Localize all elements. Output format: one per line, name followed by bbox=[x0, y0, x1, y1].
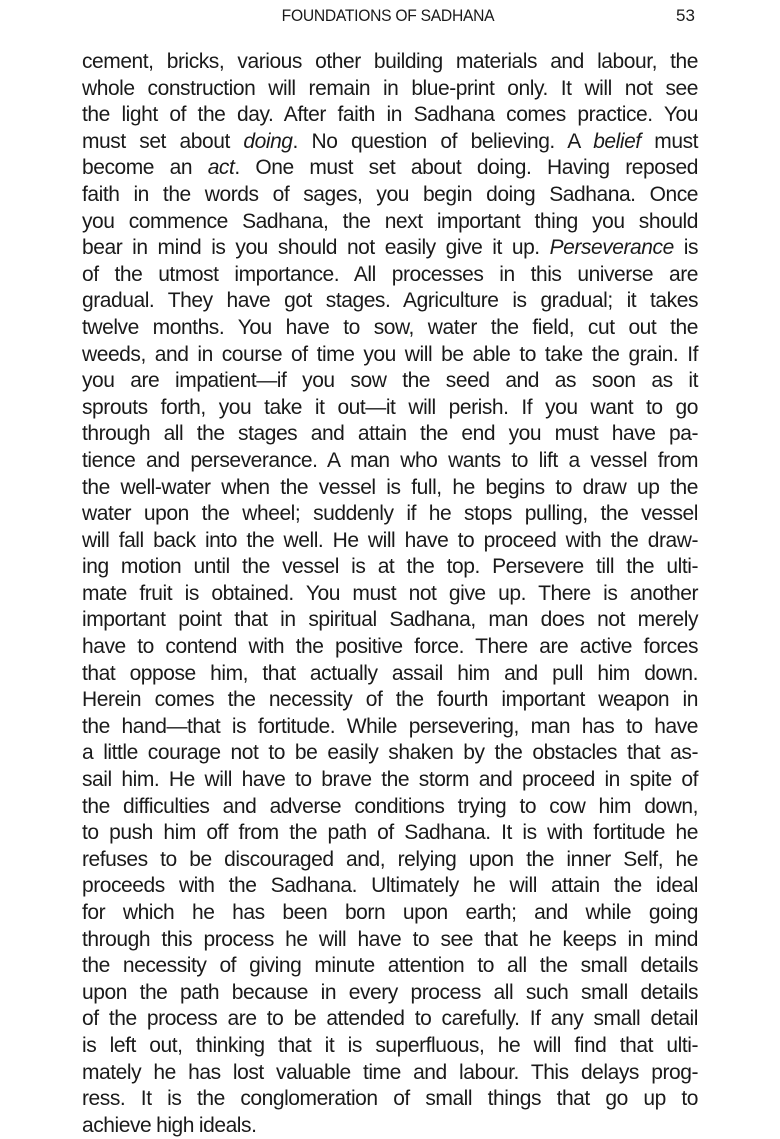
text-line bbox=[82, 155, 698, 182]
text-line: upon the path because in every process all such small details bbox=[82, 980, 698, 1004]
text-line: faith in the words of sages, you begin doing Sadhana. Once bbox=[82, 182, 698, 206]
text-line: the well-water when the vessel is full, he begins to draw up the bbox=[82, 475, 698, 499]
emphasis-doing: doing bbox=[243, 129, 293, 153]
text-line: tience and perseverance. A man who wants to lift a vessel from bbox=[82, 448, 698, 472]
text-line: you commence Sadhana, the next important thing you should bbox=[82, 209, 698, 233]
text-line: ing motion until the vessel is at the top. Persevere till the ulti- bbox=[82, 555, 698, 579]
text-line: sprouts forth, you take it out—it will perish. If you want to go bbox=[82, 395, 698, 419]
text-line: the light of the day. After faith in Sadhana comes practice. You bbox=[82, 103, 698, 127]
text-run: . One must set about doing. Having reposed bbox=[234, 156, 698, 180]
text-run: . No question of believing. A bbox=[292, 129, 594, 153]
text-line: the necessity of giving minute attention to all the small details bbox=[82, 954, 698, 978]
text-line: sail him. He will have to brave the storm and proceed in spite of bbox=[82, 768, 698, 792]
text-line: a little courage not to be easily shaken by the obstacles that as- bbox=[82, 741, 698, 765]
text-run: must bbox=[640, 129, 699, 153]
text-line: through this process he will have to see that he keeps in mind bbox=[82, 927, 698, 951]
page-number: 53 bbox=[676, 6, 695, 25]
text-line: gradual. They have got stages. Agriculture is gradual; it takes bbox=[82, 289, 698, 313]
text-line: refuses to be discouraged and, relying upon the inner Self, he bbox=[82, 847, 698, 871]
text-line-last: achieve high ideals. bbox=[82, 1113, 257, 1137]
text-run: bear in mind is you should not easily give it up. bbox=[82, 236, 550, 260]
emphasis-perseverance: Perseverance bbox=[549, 236, 674, 260]
text-line: to push him off from the path of Sadhana. It is with fortitude he bbox=[82, 821, 698, 845]
text-run: is bbox=[673, 236, 698, 260]
text-line: cement, bricks, various other building materials and labour, the bbox=[82, 50, 698, 73]
text-line: will fall back into the well. He will have to proceed with the draw- bbox=[82, 528, 698, 552]
running-title: FOUNDATIONS OF SADHANA bbox=[281, 6, 495, 25]
emphasis-act: act bbox=[207, 156, 235, 180]
text-line: mately he has lost valuable time and labour. This delays prog- bbox=[82, 1060, 698, 1084]
text-line: twelve months. You have to sow, water the field, cut out the bbox=[82, 315, 698, 339]
text-line: weeds, and in course of time you will be able to take the grain. If bbox=[82, 342, 698, 366]
text-run: must set about bbox=[82, 129, 244, 153]
text-line bbox=[82, 235, 698, 262]
text-line: through all the stages and attain the end you must have pa- bbox=[82, 422, 698, 446]
running-head bbox=[0, 4, 780, 28]
text-line: Herein comes the necessity of the fourth important weapon in bbox=[82, 688, 698, 712]
text-run: become an bbox=[82, 156, 208, 180]
text-line: is left out, thinking that it is superfluous, he will find that ulti- bbox=[82, 1033, 698, 1057]
text-line: that oppose him, that actually assail him and pull him down. bbox=[82, 661, 698, 685]
text-line: of the process are to be attended to carefully. If any small detail bbox=[82, 1007, 698, 1031]
text-line: whole construction will remain in blue-print only. It will not see bbox=[82, 76, 698, 100]
text-line: for which he has been born upon earth; and while going bbox=[82, 901, 698, 924]
text-line bbox=[82, 129, 698, 156]
text-line: ress. It is the conglomeration of small things that go up to bbox=[82, 1087, 698, 1111]
text-line: proceeds with the Sadhana. Ultimately he will attain the ideal bbox=[82, 874, 698, 898]
text-line: have to contend with the positive force. There are active forces bbox=[82, 635, 698, 659]
text-line: you are impatient—if you sow the seed and as soon as it bbox=[82, 369, 698, 393]
text-line: the hand—that is fortitude. While persevering, man has to have bbox=[82, 714, 698, 738]
text-line: of the utmost importance. All processes in this universe are bbox=[82, 262, 698, 286]
text-line: mate fruit is obtained. You must not give up. There is another bbox=[82, 581, 698, 605]
text-line: the difficulties and adverse conditions trying to cow him down, bbox=[82, 794, 698, 818]
emphasis-belief: belief bbox=[593, 129, 641, 153]
text-line: water upon the wheel; suddenly if he stops pulling, the vessel bbox=[82, 502, 698, 526]
text-line: important point that in spiritual Sadhana, man does not merely bbox=[82, 608, 698, 632]
body-text bbox=[82, 49, 698, 1139]
